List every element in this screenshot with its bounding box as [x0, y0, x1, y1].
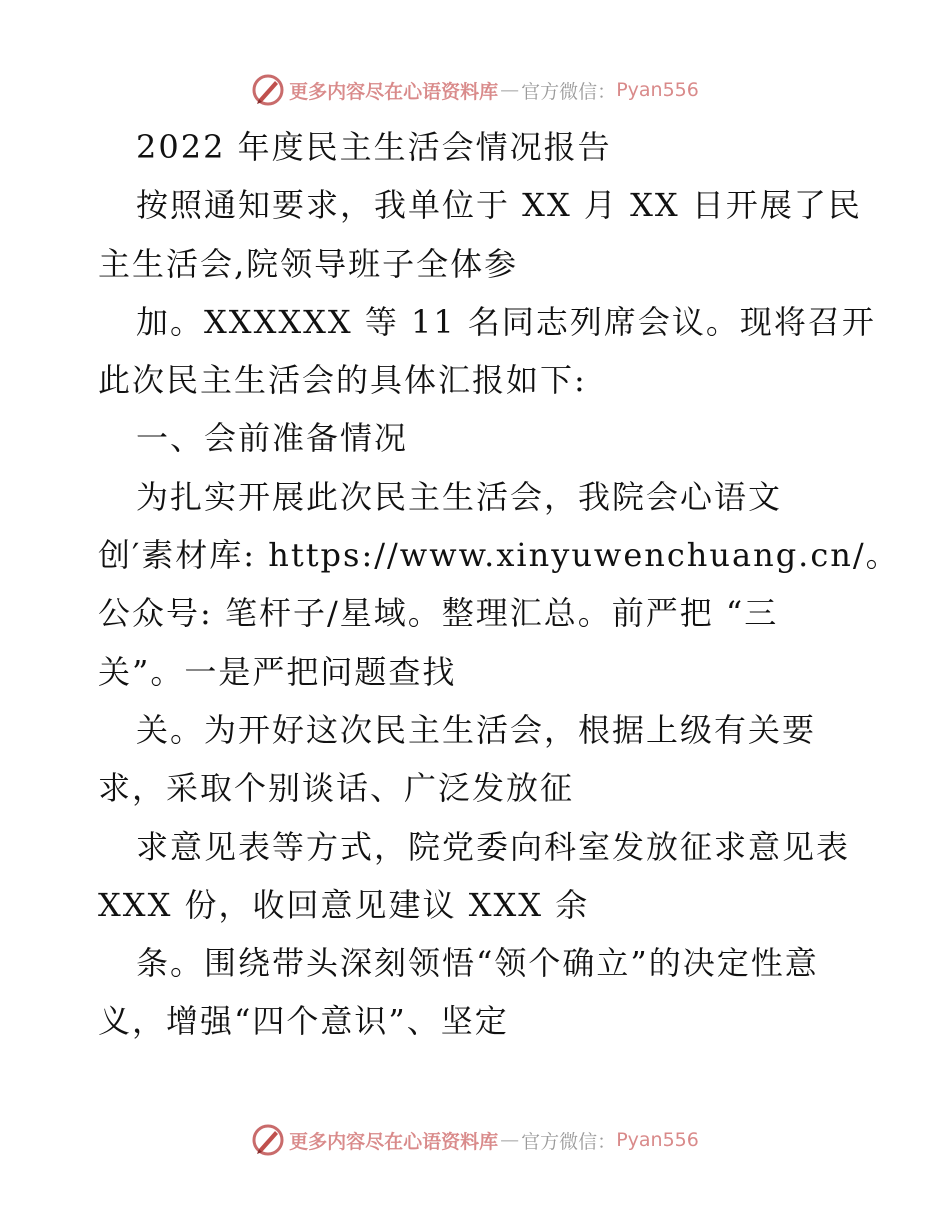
watermark-wechat-label: 官方微信： [521, 80, 617, 103]
watermark-wechat-id: Pyan556 [616, 1129, 699, 1151]
paragraph-line: 主生活会,院领导班子全体参 [98, 244, 519, 283]
paragraph-line: 条。围绕带头深刻领悟“领个确立”的决定性意 [136, 944, 819, 983]
paragraph-line: 求意见表等方式，院党委向科室发放征求意见表 [136, 827, 851, 866]
paragraph-line: 此次民主生活会的具体汇报如下: [98, 361, 587, 400]
watermark-separator: — [500, 1129, 520, 1151]
paragraph-line: 一、会前准备情况 [136, 419, 409, 458]
paragraph-line: XXX 份，收回意见建议 XXX 余 [98, 885, 590, 924]
watermark-separator: — [500, 79, 520, 101]
header-watermark [0, 70, 950, 110]
paragraph-line: 关”。一是严把问题查找 [98, 652, 457, 691]
document-title: 2022 年度民主生活会情况报告 [136, 128, 612, 166]
paragraph-line: 按照通知要求，我单位于 XX 月 XX 日开展了民 [136, 186, 862, 225]
writing-pen-logo-icon [251, 73, 285, 107]
footer-watermark [0, 1120, 950, 1160]
watermark-wechat-id: Pyan556 [616, 79, 699, 101]
paragraph-line: 义，增强“四个意识”、坚定 [98, 1002, 509, 1041]
document-body [98, 124, 898, 1057]
watermark-brand-text: 更多内容尽在心语资料库 [289, 80, 499, 103]
watermark-brand-text: 更多内容尽在心语资料库 [289, 1130, 499, 1153]
writing-pen-logo-icon [251, 1123, 285, 1157]
paragraph-line: 关。为开好这次民主生活会，根据上级有关要 [136, 710, 817, 749]
paragraph-line: 求，采取个别谈话、广泛发放征 [98, 769, 575, 808]
paragraph-line: 为扎实开展此次民主生活会，我院会心语文 [136, 477, 783, 516]
paragraph-line: 加。XXXXXX 等 11 名同志列席会议。现将召开 [136, 302, 876, 341]
paragraph-line: 创′素材库: https://www.xinyuwenchuang.cn/。 [98, 536, 900, 575]
watermark-wechat-label: 官方微信： [521, 1130, 617, 1153]
paragraph-line: 公众号: 笔杆子/星域。整理汇总。前严把 “三 [98, 594, 779, 633]
